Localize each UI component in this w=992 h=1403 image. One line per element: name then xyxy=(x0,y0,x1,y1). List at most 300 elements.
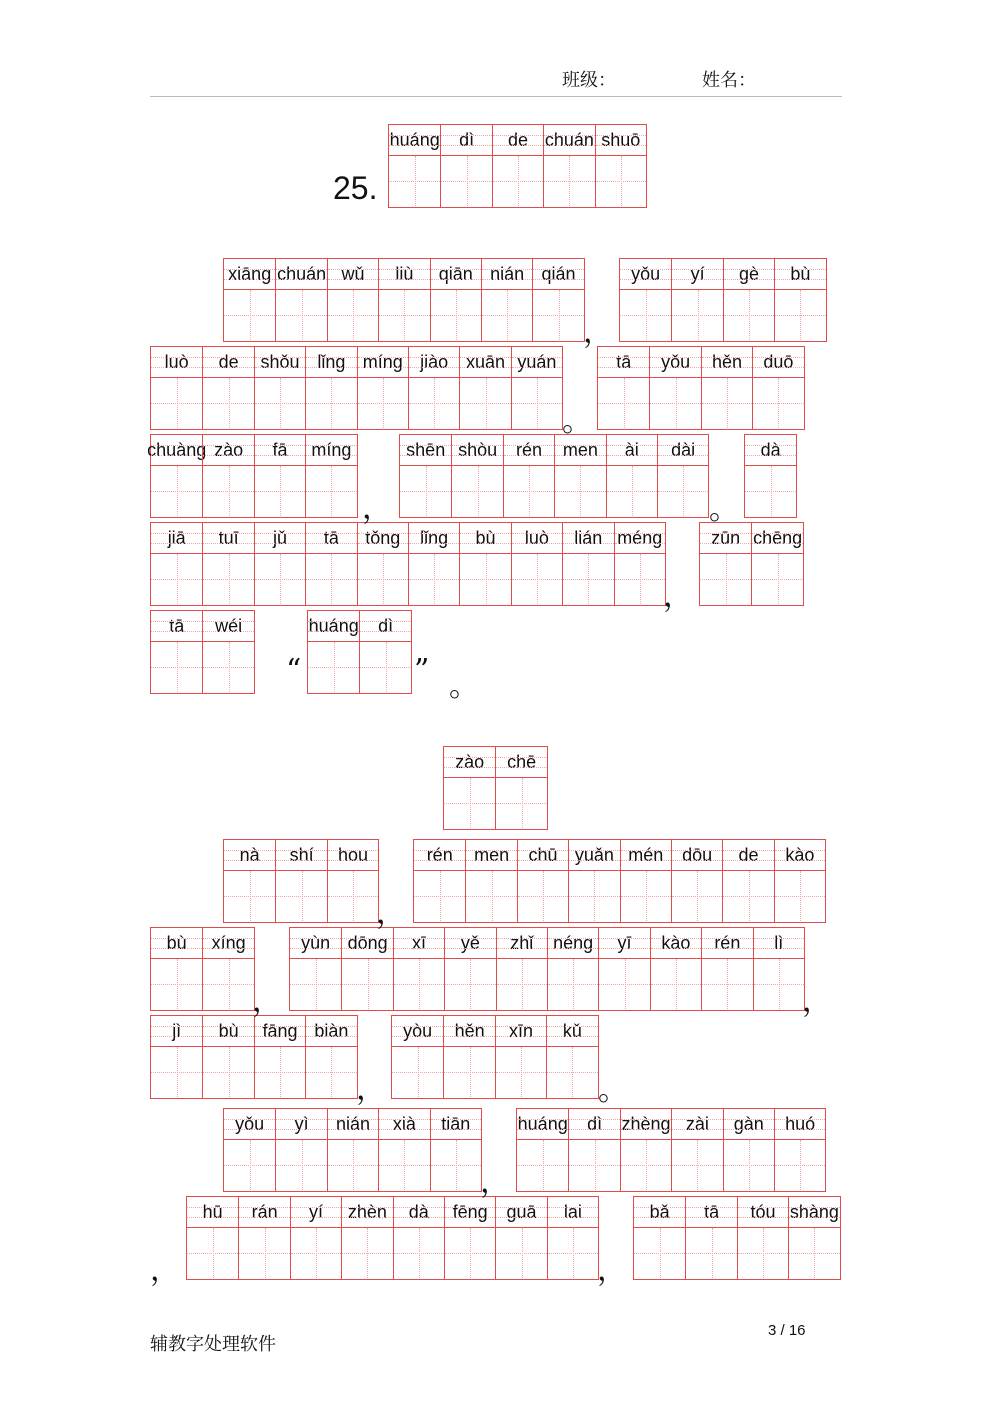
writing-box[interactable] xyxy=(379,1140,429,1190)
writing-box[interactable] xyxy=(342,959,392,1009)
writing-box[interactable] xyxy=(444,778,495,828)
punctuation-mark: 。 xyxy=(709,492,739,527)
writing-box[interactable] xyxy=(460,378,510,428)
grid-cell xyxy=(459,347,510,429)
pinyin: lǐng xyxy=(409,523,459,554)
writing-box[interactable] xyxy=(596,156,646,206)
pinyin: yí xyxy=(672,259,722,290)
grid-cell xyxy=(202,347,253,429)
pinyin: luò xyxy=(151,347,202,378)
writing-box[interactable] xyxy=(702,959,752,1009)
writing-box[interactable] xyxy=(686,1228,736,1278)
pinyin: de xyxy=(493,125,543,156)
pinyin: zài xyxy=(672,1109,722,1140)
punctuation-mark: ， xyxy=(252,984,282,1019)
grid-cell xyxy=(305,1016,356,1098)
writing-box[interactable] xyxy=(496,1228,546,1278)
writing-box[interactable] xyxy=(431,290,481,340)
grid-cell xyxy=(275,1109,326,1191)
writing-box[interactable] xyxy=(504,466,554,516)
writing-box[interactable] xyxy=(512,554,562,604)
header-divider xyxy=(150,96,842,97)
writing-box[interactable] xyxy=(555,466,605,516)
grid-cell xyxy=(275,840,326,922)
grid-cell xyxy=(459,523,510,605)
punctuation-mark: ” xyxy=(414,653,430,688)
grid-cell xyxy=(554,435,605,517)
pinyin: yí xyxy=(291,1197,341,1228)
title-cell xyxy=(543,125,594,207)
writing-box[interactable] xyxy=(496,778,546,828)
pinyin: méng xyxy=(615,523,665,554)
grid-cell xyxy=(723,1109,774,1191)
writing-box[interactable] xyxy=(290,959,341,1009)
writing-box[interactable] xyxy=(255,378,305,428)
grid-cell xyxy=(224,1109,275,1191)
grid-cell xyxy=(546,1016,597,1098)
grid-cell xyxy=(238,1197,289,1279)
pinyin: tā xyxy=(151,611,202,642)
pinyin: dì xyxy=(569,1109,619,1140)
punctuation-mark: ， xyxy=(480,1165,510,1200)
writing-box[interactable] xyxy=(276,1140,326,1190)
grid-cell xyxy=(451,435,502,517)
pinyin: dì xyxy=(360,611,410,642)
writing-box[interactable] xyxy=(360,642,410,692)
pinyin: fāng xyxy=(255,1016,305,1047)
writing-box[interactable] xyxy=(620,290,671,340)
pinyin: de xyxy=(723,840,773,871)
pinyin-grid-g12 xyxy=(443,746,548,830)
writing-box[interactable] xyxy=(672,290,722,340)
writing-box[interactable] xyxy=(533,290,583,340)
writing-box[interactable] xyxy=(379,290,429,340)
writing-box[interactable] xyxy=(328,1140,378,1190)
pinyin: dài xyxy=(658,435,708,466)
writing-box[interactable] xyxy=(400,466,451,516)
pinyin: duō xyxy=(753,347,803,378)
grid-cell xyxy=(685,1197,736,1279)
pinyin: dōng xyxy=(342,928,392,959)
grid-cell xyxy=(305,435,356,517)
writing-box[interactable] xyxy=(389,156,440,206)
punctuation-mark: ， xyxy=(356,1072,386,1107)
pinyin: xíng xyxy=(203,928,253,959)
pinyin: yǒu xyxy=(650,347,700,378)
pinyin: tā xyxy=(306,523,356,554)
grid-cell xyxy=(359,611,410,693)
pinyin: bù xyxy=(460,523,510,554)
lesson-number: 25. xyxy=(333,170,378,206)
writing-box[interactable] xyxy=(754,959,804,1009)
pinyin-grid-g19 xyxy=(223,1108,482,1192)
pinyin: liù xyxy=(379,259,429,290)
writing-box[interactable] xyxy=(444,1047,494,1097)
writing-box[interactable] xyxy=(394,959,444,1009)
pinyin: kào xyxy=(775,840,825,871)
writing-box[interactable] xyxy=(563,554,613,604)
writing-box[interactable] xyxy=(392,1047,443,1097)
pinyin: shí xyxy=(276,840,326,871)
writing-box[interactable] xyxy=(518,871,568,921)
title-cell xyxy=(595,125,646,207)
pinyin: wǔ xyxy=(328,259,378,290)
pinyin-grid-g8 xyxy=(150,522,666,606)
writing-box[interactable] xyxy=(224,871,275,921)
grid-cell xyxy=(414,840,465,922)
punctuation-mark: 。 xyxy=(449,669,479,704)
writing-box[interactable] xyxy=(548,959,598,1009)
writing-box[interactable] xyxy=(151,466,202,516)
writing-box[interactable] xyxy=(445,1228,495,1278)
writing-box[interactable] xyxy=(203,466,253,516)
writing-box[interactable] xyxy=(151,1047,202,1097)
writing-box[interactable] xyxy=(203,554,253,604)
pinyin: shēn xyxy=(400,435,451,466)
grid-cell xyxy=(598,928,649,1010)
pinyin: zūn xyxy=(700,523,751,554)
grid-cell xyxy=(495,1197,546,1279)
grid-cell xyxy=(327,1109,378,1191)
pinyin: jiào xyxy=(409,347,459,378)
title-cell xyxy=(389,125,440,207)
grid-cell xyxy=(657,435,708,517)
writing-box[interactable] xyxy=(745,466,796,516)
grid-cell xyxy=(430,1109,481,1191)
pinyin: guā xyxy=(496,1197,546,1228)
writing-box[interactable] xyxy=(151,554,202,604)
grid-cell xyxy=(202,435,253,517)
writing-box[interactable] xyxy=(672,871,722,921)
writing-box[interactable] xyxy=(224,290,275,340)
writing-box[interactable] xyxy=(306,466,356,516)
grid-cell xyxy=(327,259,378,341)
page-number: 3 / 16 xyxy=(768,1322,806,1339)
pinyin: bǎ xyxy=(634,1197,685,1228)
writing-box[interactable] xyxy=(493,156,543,206)
pinyin: jǔ xyxy=(255,523,305,554)
pinyin: chū xyxy=(518,840,568,871)
writing-box[interactable] xyxy=(482,290,532,340)
pinyin: luò xyxy=(512,523,562,554)
pinyin: huáng xyxy=(308,611,359,642)
punctuation-mark: ， xyxy=(663,579,693,614)
pinyin: chuán xyxy=(544,125,594,156)
writing-box[interactable] xyxy=(621,871,671,921)
grid-cell xyxy=(753,928,804,1010)
pinyin: nián xyxy=(482,259,532,290)
writing-box[interactable] xyxy=(724,290,774,340)
grid-cell xyxy=(568,840,619,922)
pinyin: chēng xyxy=(752,523,802,554)
pinyin-grid-g14 xyxy=(413,839,826,923)
writing-box[interactable] xyxy=(203,1047,253,1097)
writing-box[interactable] xyxy=(342,1228,392,1278)
writing-box[interactable] xyxy=(634,1228,685,1278)
writing-box[interactable] xyxy=(328,290,378,340)
grid-cell xyxy=(751,523,802,605)
writing-box[interactable] xyxy=(460,554,510,604)
pinyin: hou xyxy=(328,840,378,871)
punctuation-mark: ， xyxy=(376,896,406,931)
pinyin-grid-g21 xyxy=(186,1196,599,1280)
grid-cell xyxy=(444,747,495,829)
pinyin: rán xyxy=(239,1197,289,1228)
writing-box[interactable] xyxy=(621,1140,671,1190)
grid-cell xyxy=(614,523,665,605)
pinyin: bù xyxy=(203,1016,253,1047)
pinyin: xī xyxy=(394,928,444,959)
pinyin-grid-g3 xyxy=(150,346,563,430)
pinyin: shǒu xyxy=(255,347,305,378)
writing-box[interactable] xyxy=(151,959,202,1009)
punctuation-mark: “ xyxy=(286,653,302,688)
pinyin: tā xyxy=(598,347,649,378)
writing-box[interactable] xyxy=(789,1228,839,1278)
pinyin: hěn xyxy=(702,347,752,378)
writing-box[interactable] xyxy=(328,871,378,921)
writing-box[interactable] xyxy=(615,554,665,604)
pinyin: hěn xyxy=(444,1016,494,1047)
writing-box[interactable] xyxy=(650,378,700,428)
pinyin: huáng xyxy=(517,1109,568,1140)
writing-box[interactable] xyxy=(291,1228,341,1278)
grid-cell xyxy=(496,928,547,1010)
pinyin: jì xyxy=(151,1016,202,1047)
writing-box[interactable] xyxy=(599,959,649,1009)
writing-box[interactable] xyxy=(441,156,491,206)
grid-cell xyxy=(774,840,825,922)
grid-cell xyxy=(444,1197,495,1279)
grid-cell xyxy=(568,1109,619,1191)
writing-box[interactable] xyxy=(203,959,253,1009)
pinyin-grid-g17 xyxy=(150,1015,358,1099)
grid-cell xyxy=(503,435,554,517)
writing-box[interactable] xyxy=(306,554,356,604)
grid-cell xyxy=(202,523,253,605)
pinyin: yě xyxy=(445,928,495,959)
writing-box[interactable] xyxy=(752,554,802,604)
pinyin: chē xyxy=(496,747,546,778)
pinyin: qián xyxy=(533,259,583,290)
grid-cell xyxy=(723,259,774,341)
grid-cell xyxy=(620,840,671,922)
pinyin: biàn xyxy=(306,1016,356,1047)
writing-box[interactable] xyxy=(276,290,326,340)
grid-cell xyxy=(547,928,598,1010)
grid-cell xyxy=(254,523,305,605)
pinyin-grid-g10 xyxy=(150,610,255,694)
pinyin: bù xyxy=(151,928,202,959)
grid-cell xyxy=(511,347,562,429)
writing-box[interactable] xyxy=(658,466,708,516)
writing-box[interactable] xyxy=(203,378,253,428)
pinyin-grid-g2 xyxy=(619,258,827,342)
writing-box[interactable] xyxy=(409,554,459,604)
writing-box[interactable] xyxy=(569,1140,619,1190)
writing-box[interactable] xyxy=(517,1140,568,1190)
grid-cell xyxy=(430,259,481,341)
grid-cell xyxy=(357,347,408,429)
grid-cell xyxy=(562,523,613,605)
writing-box[interactable] xyxy=(738,1228,788,1278)
punctuation-mark: ， xyxy=(583,315,613,350)
grid-cell xyxy=(400,435,451,517)
grid-cell xyxy=(378,259,429,341)
grid-cell xyxy=(305,523,356,605)
pinyin-grid-g9 xyxy=(699,522,804,606)
writing-box[interactable] xyxy=(151,642,202,692)
grid-cell xyxy=(532,259,583,341)
writing-box[interactable] xyxy=(414,871,465,921)
writing-box[interactable] xyxy=(702,378,752,428)
pinyin: lai xyxy=(548,1197,598,1228)
grid-cell xyxy=(511,523,562,605)
writing-box[interactable] xyxy=(358,554,408,604)
class-label: 班级： xyxy=(562,70,616,91)
grid-cell xyxy=(224,840,275,922)
pinyin: tǒng xyxy=(358,523,408,554)
grid-cell xyxy=(392,1016,443,1098)
pinyin: chuán xyxy=(276,259,326,290)
grid-cell xyxy=(650,928,701,1010)
grid-cell xyxy=(275,259,326,341)
pinyin: chuàng xyxy=(151,435,202,466)
writing-box[interactable] xyxy=(358,378,408,428)
writing-box[interactable] xyxy=(203,642,253,692)
pinyin-grid-g16 xyxy=(289,927,805,1011)
grid-cell xyxy=(495,1016,546,1098)
pinyin: yì xyxy=(276,1109,326,1140)
writing-box[interactable] xyxy=(409,378,459,428)
grid-cell xyxy=(620,259,671,341)
grid-cell xyxy=(254,347,305,429)
grid-cell xyxy=(517,1109,568,1191)
grid-cell xyxy=(481,259,532,341)
writing-box[interactable] xyxy=(544,156,594,206)
pinyin: gàn xyxy=(724,1109,774,1140)
writing-box[interactable] xyxy=(255,554,305,604)
pinyin: yòu xyxy=(392,1016,443,1047)
writing-box[interactable] xyxy=(151,378,202,428)
writing-box[interactable] xyxy=(724,1140,774,1190)
writing-box[interactable] xyxy=(431,1140,481,1190)
writing-box[interactable] xyxy=(512,378,562,428)
writing-box[interactable] xyxy=(187,1228,238,1278)
writing-box[interactable] xyxy=(452,466,502,516)
writing-box[interactable] xyxy=(497,959,547,1009)
pinyin: shàng xyxy=(789,1197,839,1228)
pinyin: yuǎn xyxy=(569,840,619,871)
pinyin-grid-g13 xyxy=(223,839,379,923)
writing-box[interactable] xyxy=(239,1228,289,1278)
punctuation-mark: ， xyxy=(362,491,392,526)
pinyin: kào xyxy=(651,928,701,959)
pinyin: yǒu xyxy=(224,1109,275,1140)
pinyin: jiā xyxy=(151,523,202,554)
grid-cell xyxy=(202,611,253,693)
pinyin: huáng xyxy=(389,125,440,156)
pinyin: néng xyxy=(548,928,598,959)
pinyin-grid-g22 xyxy=(633,1196,841,1280)
grid-cell xyxy=(634,1197,685,1279)
writing-box[interactable] xyxy=(276,871,326,921)
writing-box[interactable] xyxy=(394,1228,444,1278)
writing-box[interactable] xyxy=(775,1140,825,1190)
grid-cell xyxy=(202,928,253,1010)
writing-box[interactable] xyxy=(445,959,495,1009)
writing-box[interactable] xyxy=(775,871,825,921)
writing-box[interactable] xyxy=(547,1047,597,1097)
writing-box[interactable] xyxy=(306,1047,356,1097)
writing-box[interactable] xyxy=(466,871,516,921)
writing-box[interactable] xyxy=(753,378,803,428)
pinyin-grid-g4 xyxy=(597,346,805,430)
grid-cell xyxy=(408,523,459,605)
grid-cell xyxy=(620,1109,671,1191)
pinyin: fā xyxy=(255,435,305,466)
writing-box[interactable] xyxy=(672,1140,722,1190)
pinyin: tuī xyxy=(203,523,253,554)
grid-cell xyxy=(254,1016,305,1098)
grid-cell xyxy=(774,1109,825,1191)
grid-cell xyxy=(393,1197,444,1279)
pinyin-grid-g6 xyxy=(399,434,709,518)
writing-box[interactable] xyxy=(496,1047,546,1097)
pinyin: míng xyxy=(358,347,408,378)
grid-cell xyxy=(547,1197,598,1279)
grid-cell xyxy=(606,435,657,517)
pinyin: mén xyxy=(621,840,671,871)
writing-box[interactable] xyxy=(255,466,305,516)
grid-cell xyxy=(671,1109,722,1191)
writing-box[interactable] xyxy=(598,378,649,428)
pinyin: gè xyxy=(724,259,774,290)
pinyin: xià xyxy=(379,1109,429,1140)
title-cell xyxy=(440,125,491,207)
grid-cell xyxy=(254,435,305,517)
pinyin: xiāng xyxy=(224,259,275,290)
grid-cell xyxy=(147,435,207,517)
punctuation-mark: ， xyxy=(597,1253,627,1288)
pinyin: men xyxy=(555,435,605,466)
grid-cell xyxy=(408,347,459,429)
writing-box[interactable] xyxy=(723,871,773,921)
pinyin: huó xyxy=(775,1109,825,1140)
writing-box[interactable] xyxy=(700,554,751,604)
writing-box[interactable] xyxy=(651,959,701,1009)
writing-box[interactable] xyxy=(548,1228,598,1278)
writing-box[interactable] xyxy=(308,642,359,692)
writing-box[interactable] xyxy=(569,871,619,921)
pinyin: zhèn xyxy=(342,1197,392,1228)
pinyin: bù xyxy=(775,259,825,290)
writing-box[interactable] xyxy=(306,378,356,428)
writing-box[interactable] xyxy=(255,1047,305,1097)
writing-box[interactable] xyxy=(607,466,657,516)
grid-cell xyxy=(357,523,408,605)
grid-cell xyxy=(700,523,751,605)
punctuation-mark: ， xyxy=(150,1253,180,1288)
grid-cell xyxy=(517,840,568,922)
writing-box[interactable] xyxy=(224,1140,275,1190)
pinyin: yuán xyxy=(512,347,562,378)
grid-cell xyxy=(774,259,825,341)
title-cell xyxy=(492,125,543,207)
writing-box[interactable] xyxy=(775,290,825,340)
pinyin: rén xyxy=(504,435,554,466)
grid-cell xyxy=(202,1016,253,1098)
